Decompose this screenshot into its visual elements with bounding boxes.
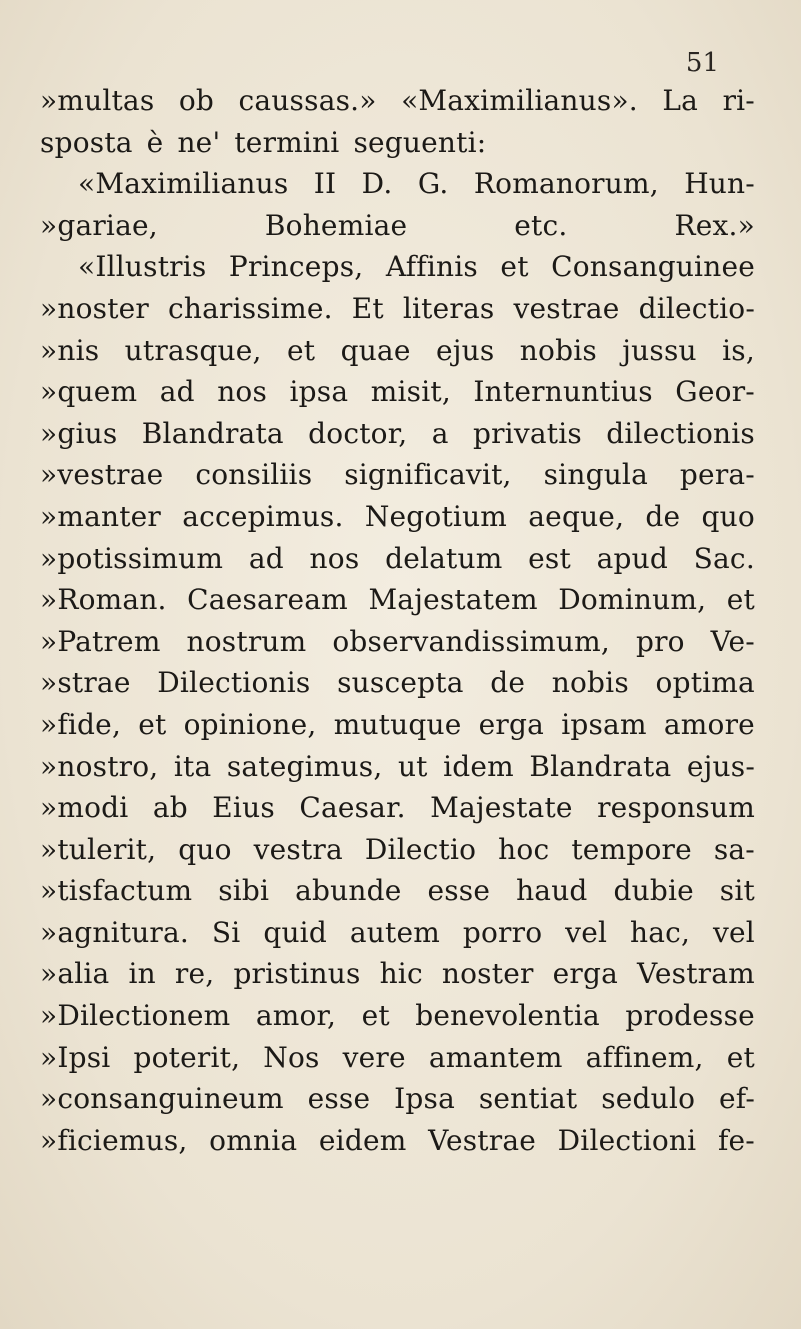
text-line bbox=[40, 122, 755, 164]
text-line bbox=[40, 80, 755, 122]
word: dubie bbox=[613, 874, 694, 908]
word: vestrae bbox=[513, 291, 620, 325]
word: tempore bbox=[571, 832, 692, 866]
word: accepimus. bbox=[182, 499, 344, 533]
word: »Dilectionem bbox=[40, 999, 231, 1033]
word: nos bbox=[217, 375, 268, 409]
word: benevolentia bbox=[415, 999, 600, 1033]
word: utrasque, bbox=[124, 333, 262, 367]
word: Ipsa bbox=[394, 1082, 455, 1116]
word: Princeps, bbox=[228, 250, 364, 284]
word: jussu bbox=[622, 333, 697, 367]
word: »agnitura. bbox=[40, 915, 189, 949]
word: singula bbox=[543, 458, 648, 492]
word: abunde bbox=[295, 874, 402, 908]
word: sposta bbox=[40, 125, 133, 159]
word: «Illustris bbox=[78, 250, 207, 284]
word: misit, bbox=[370, 375, 451, 409]
word: «Maximilianus bbox=[78, 167, 289, 201]
word: etc. bbox=[514, 208, 568, 242]
text-line bbox=[40, 1120, 755, 1162]
word: Consanguinee bbox=[551, 250, 755, 284]
word: nos bbox=[309, 541, 360, 575]
word: sentiat bbox=[478, 1082, 578, 1116]
text-line bbox=[40, 870, 755, 912]
word: Blandrata bbox=[141, 416, 284, 450]
word: Sac. bbox=[693, 541, 755, 575]
word: privatis bbox=[472, 416, 582, 450]
word: ejus bbox=[435, 333, 495, 367]
word: affinem, bbox=[585, 1040, 704, 1074]
page-number: 51 bbox=[685, 48, 719, 78]
word: Internuntius bbox=[473, 375, 653, 409]
word: »strae bbox=[40, 666, 131, 700]
word: dilectionis bbox=[606, 416, 755, 450]
word: »tisfactum bbox=[40, 874, 193, 908]
word: observandissimum, bbox=[332, 624, 611, 658]
word: Dilectio bbox=[364, 832, 477, 866]
word: esse bbox=[427, 874, 491, 908]
word: re, bbox=[174, 957, 215, 991]
word: prodesse bbox=[625, 999, 755, 1033]
word: eidem bbox=[318, 1123, 407, 1157]
text-line bbox=[40, 829, 755, 871]
word: Rex.» bbox=[674, 208, 755, 242]
word: »modi bbox=[40, 791, 129, 825]
word: pera- bbox=[679, 458, 755, 492]
word: D. bbox=[361, 167, 393, 201]
word: et bbox=[726, 1040, 755, 1074]
word: vere bbox=[342, 1040, 406, 1074]
text-line bbox=[40, 205, 755, 247]
word: nobis bbox=[551, 666, 629, 700]
word: ab bbox=[152, 791, 188, 825]
word: idem bbox=[443, 749, 514, 783]
word: ut bbox=[397, 749, 428, 783]
word: Blandrata bbox=[529, 749, 672, 783]
word: haud bbox=[516, 874, 588, 908]
word: dilectio- bbox=[638, 291, 755, 325]
word: »tulerit, bbox=[40, 832, 157, 866]
word: »potissimum bbox=[40, 541, 224, 575]
word: ob bbox=[178, 84, 215, 117]
word: ipsa bbox=[289, 375, 349, 409]
word: porro bbox=[462, 915, 543, 949]
word: Eius bbox=[212, 791, 275, 825]
word: et bbox=[726, 583, 755, 617]
word: erga bbox=[552, 957, 618, 991]
word: nostrum bbox=[186, 624, 307, 658]
word: opinione, bbox=[183, 707, 317, 741]
text-line bbox=[40, 995, 755, 1037]
word: pristinus bbox=[233, 957, 361, 991]
word: seguenti: bbox=[353, 125, 487, 159]
text-line bbox=[40, 454, 755, 496]
text-line bbox=[40, 371, 755, 413]
word: Hun- bbox=[684, 167, 755, 201]
text-line bbox=[40, 787, 755, 829]
word: »nis bbox=[40, 333, 100, 367]
word: fe- bbox=[717, 1123, 755, 1157]
word: et bbox=[500, 250, 529, 284]
word: quid bbox=[263, 915, 327, 949]
word: Romanorum, bbox=[473, 167, 659, 201]
word: pro bbox=[635, 624, 685, 658]
word: ad bbox=[248, 541, 284, 575]
word: Dominum, bbox=[558, 583, 707, 617]
word: ri- bbox=[722, 84, 755, 117]
word: »noster bbox=[40, 291, 149, 325]
word: è bbox=[146, 125, 164, 159]
word: de bbox=[490, 666, 526, 700]
word: termini bbox=[234, 125, 340, 159]
text-line bbox=[40, 538, 755, 580]
word: noster bbox=[441, 957, 534, 991]
word: »Ipsi bbox=[40, 1040, 111, 1074]
word: sa- bbox=[713, 832, 755, 866]
word: Geor- bbox=[675, 375, 755, 409]
word: sedulo bbox=[601, 1082, 696, 1116]
word: Nos bbox=[263, 1040, 320, 1074]
word: Affinis bbox=[385, 250, 478, 284]
word: suscepta bbox=[337, 666, 464, 700]
word: G. bbox=[417, 167, 449, 201]
word: Dilectioni bbox=[557, 1123, 697, 1157]
word: Et bbox=[351, 291, 384, 325]
word: hic bbox=[379, 957, 423, 991]
text-line bbox=[40, 246, 755, 288]
text-line bbox=[40, 413, 755, 455]
word: literas bbox=[402, 291, 495, 325]
word: »nostro, bbox=[40, 749, 159, 783]
word: »gariae, bbox=[40, 208, 158, 242]
word: optima bbox=[655, 666, 755, 700]
text-line bbox=[40, 662, 755, 704]
word: »Roman. bbox=[40, 583, 167, 617]
word: sit bbox=[719, 874, 755, 908]
word: »manter bbox=[40, 499, 162, 533]
word: aeque, bbox=[528, 499, 625, 533]
word: »consanguineum bbox=[40, 1082, 284, 1116]
word: II bbox=[313, 167, 337, 201]
word: vel bbox=[565, 915, 608, 949]
word: esse bbox=[307, 1082, 371, 1116]
word: »vestrae bbox=[40, 458, 164, 492]
word: ejus- bbox=[686, 749, 755, 783]
word: sibi bbox=[218, 874, 270, 908]
word: »multas bbox=[40, 84, 155, 117]
word: Majestate bbox=[430, 791, 573, 825]
word: amantem bbox=[428, 1040, 563, 1074]
word: ad bbox=[159, 375, 195, 409]
word: de bbox=[645, 499, 681, 533]
word: doctor, bbox=[308, 416, 408, 450]
text-line bbox=[40, 1037, 755, 1079]
word: »ficiemus, bbox=[40, 1123, 188, 1157]
word: caussas.» bbox=[238, 84, 377, 117]
word: »alia bbox=[40, 957, 110, 991]
word: Caesar. bbox=[299, 791, 406, 825]
word: amore bbox=[663, 707, 755, 741]
text-line bbox=[40, 621, 755, 663]
word: «Maximilianus». bbox=[401, 84, 638, 117]
word: vestra bbox=[253, 832, 343, 866]
text-line bbox=[40, 579, 755, 621]
word: et bbox=[138, 707, 167, 741]
word: ne' bbox=[177, 125, 221, 159]
word: delatum bbox=[385, 541, 503, 575]
word: »Patrem bbox=[40, 624, 161, 658]
text-line bbox=[40, 496, 755, 538]
text-line bbox=[40, 330, 755, 372]
word: is, bbox=[722, 333, 755, 367]
word: charissime. bbox=[168, 291, 333, 325]
word: Caesaream bbox=[187, 583, 348, 617]
word: Majestatem bbox=[368, 583, 538, 617]
text-line bbox=[40, 746, 755, 788]
word: vel bbox=[713, 915, 755, 949]
word: ef- bbox=[719, 1082, 755, 1116]
text-line bbox=[40, 163, 755, 205]
word: quo bbox=[701, 499, 755, 533]
word: »fide, bbox=[40, 707, 122, 741]
word: significavit, bbox=[344, 458, 512, 492]
word: »quem bbox=[40, 375, 138, 409]
text-line bbox=[40, 953, 755, 995]
word: apud bbox=[596, 541, 668, 575]
text-line bbox=[40, 704, 755, 746]
text-line bbox=[40, 288, 755, 330]
word: Si bbox=[211, 915, 241, 949]
word: poterit, bbox=[133, 1040, 241, 1074]
word: Dilectionis bbox=[157, 666, 311, 700]
word: et bbox=[361, 999, 390, 1033]
word: responsum bbox=[597, 791, 755, 825]
word: in bbox=[128, 957, 156, 991]
word: et bbox=[286, 333, 316, 367]
text-line bbox=[40, 1078, 755, 1120]
word: Negotium bbox=[364, 499, 508, 533]
word: mutuque bbox=[333, 707, 462, 741]
word: ita bbox=[173, 749, 212, 783]
text-line bbox=[40, 912, 755, 954]
word: Vestram bbox=[637, 957, 755, 991]
word: a bbox=[431, 416, 449, 450]
word: »gius bbox=[40, 416, 118, 450]
word: sategimus, bbox=[226, 749, 383, 783]
word: erga bbox=[478, 707, 545, 741]
word: autem bbox=[349, 915, 440, 949]
word: omnia bbox=[209, 1123, 298, 1157]
word: Vestrae bbox=[428, 1123, 536, 1157]
word: hac, bbox=[630, 915, 691, 949]
word: Ve- bbox=[710, 624, 755, 658]
word: quo bbox=[178, 832, 232, 866]
word: nobis bbox=[519, 333, 597, 367]
word: ipsam bbox=[561, 707, 647, 741]
word: consiliis bbox=[195, 458, 313, 492]
word: Bohemiae bbox=[264, 208, 408, 242]
word: est bbox=[528, 541, 571, 575]
word: La bbox=[662, 84, 699, 117]
word: amor, bbox=[255, 999, 337, 1033]
word: hoc bbox=[498, 832, 550, 866]
body-text bbox=[40, 80, 755, 1161]
word: quae bbox=[340, 333, 411, 367]
